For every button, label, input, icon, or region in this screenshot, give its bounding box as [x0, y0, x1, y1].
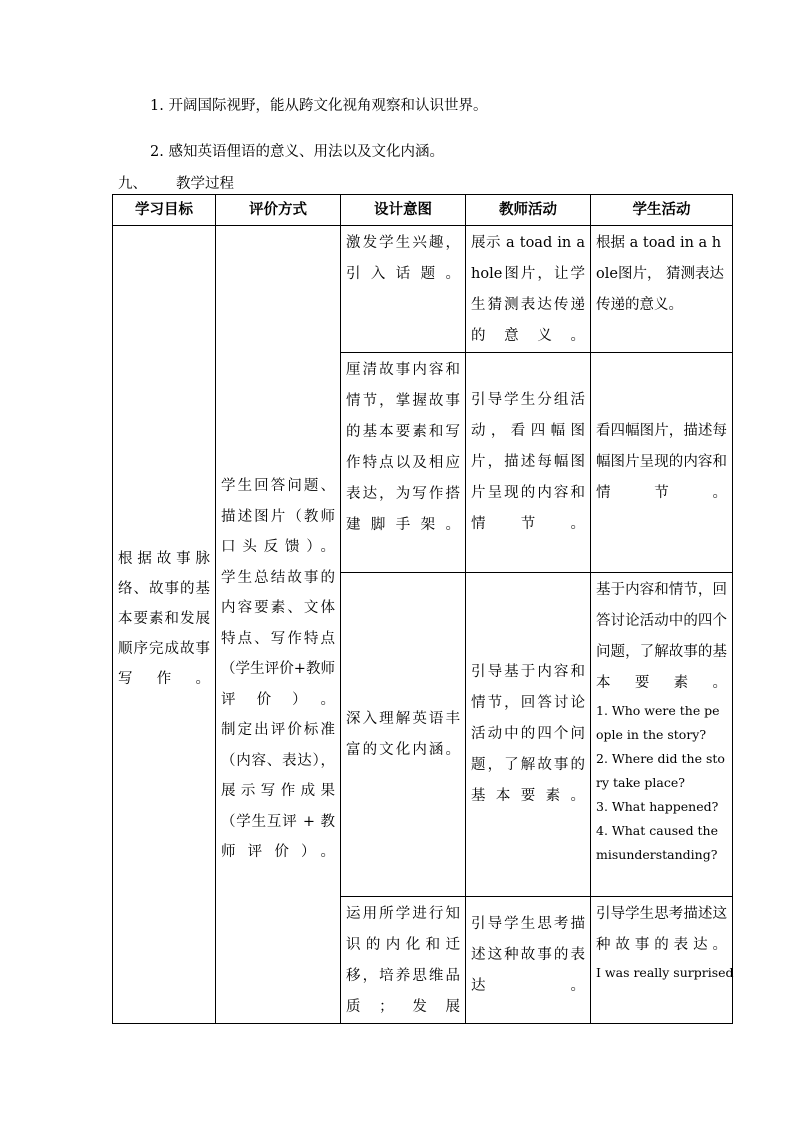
- student-question-2: 2. Where did the story take place?: [596, 751, 725, 790]
- design-cell: [341, 897, 466, 1024]
- goal-text: 根据故事脉络、故事的基本要素和发展顺序完成故事写作。: [118, 550, 210, 687]
- header-student: 学生活动: [591, 195, 733, 226]
- section-number: 九、: [118, 176, 147, 192]
- design-cell: [341, 573, 466, 897]
- goal-cell: [113, 226, 216, 1024]
- teacher-text: 展示 a toad in a hole图片，让学生猜测表达传递的意义。: [471, 235, 585, 344]
- student-question-4: 4. What caused the misunderstanding?: [596, 823, 719, 862]
- evaluation-2: 学生总结故事的内容要素、文体特点、写作特点（学生评价+教师评价）。: [221, 569, 335, 708]
- section-title: 教学过程: [176, 176, 234, 192]
- table-row: [113, 226, 733, 353]
- teacher-cell: [466, 573, 591, 897]
- student-cell: [591, 226, 733, 353]
- teacher-cell: [466, 226, 591, 353]
- student-cell: [591, 573, 733, 897]
- teacher-cell: [466, 353, 591, 573]
- student-question-1: 1. Who were the people in the story?: [596, 703, 720, 742]
- design-text: 厘清故事内容和情节，掌握故事的基本要素和写作特点以及相应表达，为写作搭建脚手架。: [346, 362, 460, 533]
- student-example: I was really surprised: [596, 965, 734, 980]
- objective-2: 2. 感知英语俚语的意义、用法以及文化内涵。: [150, 144, 444, 160]
- section-heading: [118, 174, 234, 194]
- header-goal: 学习目标: [113, 195, 216, 226]
- header-design: 设计意图: [341, 195, 466, 226]
- student-cell: [591, 897, 733, 1024]
- student-cell: [591, 353, 733, 573]
- evaluation-3: 制定出评价标准（内容、表达），展示写作成果（学生互评 + 教师评价）。: [221, 722, 335, 860]
- student-question-3: 3. What happened?: [596, 799, 719, 814]
- teaching-process-table: [112, 194, 733, 1024]
- student-text: 根据 a toad in a hole图片， 猜测表达传递的意义。: [596, 235, 725, 313]
- design-text: 激发学生兴趣，引入话题。: [346, 235, 460, 282]
- design-cell: [341, 226, 466, 353]
- evaluation-cell: [216, 226, 341, 1024]
- student-text: 看四幅图片，描述每幅图片呈现的内容和情节。: [596, 423, 727, 501]
- evaluation-1: 学生回答问题、描述图片（教师口头反馈）。: [221, 478, 335, 555]
- teacher-cell: [466, 897, 591, 1024]
- header-evaluation: 评价方式: [216, 195, 341, 226]
- student-text: 引导学生思考描述这种故事的表达。: [596, 906, 727, 953]
- design-text: 运用所学进行知识的内化和迁移，培养思维品质；发展: [346, 906, 460, 1015]
- teacher-text: 引导学生思考描述这种故事的表达。: [471, 916, 585, 994]
- objective-1: 1. 开阔国际视野，能从跨文化视角观察和认识世界。: [150, 98, 488, 114]
- teacher-text: 引导基于内容和情节，回答讨论活动中的四个问题，了解故事的基本要素。: [471, 664, 585, 804]
- design-text: 深入理解英语丰富的文化内涵。: [346, 710, 460, 758]
- table-header-row: [113, 195, 733, 226]
- teacher-text: 引导学生分组活动，看四幅图片，描述每幅图片呈现的内容和情节。: [471, 392, 585, 532]
- student-text: 基于内容和情节，回答讨论活动中的四个问题，了解故事的基本要素。: [596, 582, 727, 691]
- design-cell: [341, 353, 466, 573]
- header-teacher: 教师活动: [466, 195, 591, 226]
